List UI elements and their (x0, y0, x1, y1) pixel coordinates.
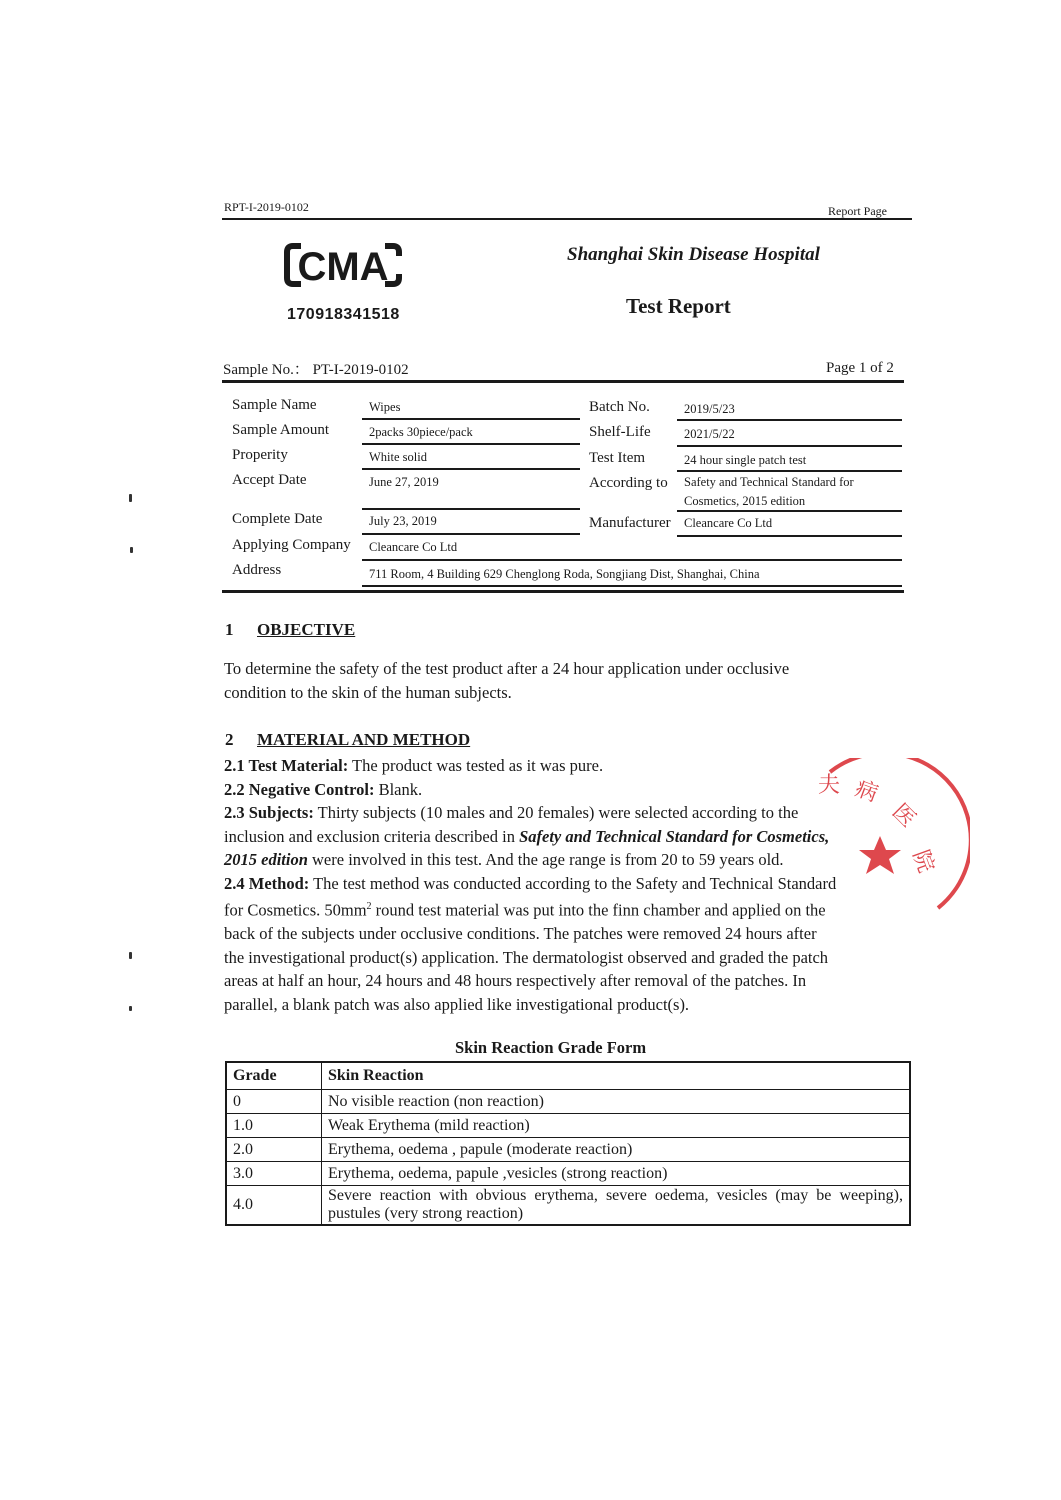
grade-cell: 2.0 (226, 1138, 322, 1162)
text: The product was tested as it was pure. (348, 756, 604, 775)
sample-number: Sample No.： PT-I-2019-0102 (223, 362, 409, 378)
table-row (226, 1186, 910, 1226)
underline (362, 585, 902, 587)
reaction-cell: Severe reaction with obvious erythema, severe oedema, vesicles (may be weeping), pustules (very strong reaction) (322, 1186, 911, 1226)
emphasis: 2015 edition (224, 850, 308, 869)
reaction-cell: Erythema, oedema, papule ,vesicles (strong reaction) (322, 1162, 911, 1186)
section-1-heading (225, 620, 355, 640)
section-title: MATERIAL AND METHOD (257, 730, 471, 749)
section-number: 1 (225, 620, 234, 639)
method-line-1 (224, 872, 906, 896)
seal-char: 夫 (818, 773, 841, 798)
batch-no-value: 2019/5/23 (684, 402, 735, 416)
according-to-value-line2: Cosmetics, 2015 edition (684, 494, 806, 508)
underline (677, 535, 902, 537)
text: for Cosmetics. 50mm (224, 900, 367, 920)
grade-cell: 1.0 (226, 1114, 322, 1138)
sample-name-label: Sample Name (232, 397, 317, 413)
method-line-4: the investigational product(s) application. The dermatologist observed and graded the patch (224, 947, 829, 967)
info-top-rule (222, 380, 904, 383)
underline (362, 508, 580, 510)
applying-company-value: Cleancare Co Ltd (369, 540, 458, 554)
header-rule (222, 218, 912, 220)
method-line-6: parallel, a blank patch was also applied like investigational product(s). (224, 994, 690, 1014)
test-material-line (224, 754, 906, 778)
text: Thirty subjects (10 males and 20 females) were selected according to the (313, 803, 799, 822)
seal-char: 院 (907, 846, 939, 877)
underline (362, 443, 580, 445)
text: were involved in this test. And the age range is from 20 to 59 years old. (307, 850, 784, 869)
bold-label: 2.3 Subjects: (224, 803, 314, 822)
underline (677, 419, 902, 421)
cma-logo (283, 240, 403, 290)
hospital-seal-stamp (810, 758, 970, 923)
emphasis: Safety and Technical Standard for Cosmetics, (519, 826, 830, 846)
superscript: 2 (366, 901, 372, 912)
text-line: condition to the skin of the human subjects. (224, 682, 512, 702)
sample-name-value: Wipes (369, 400, 401, 414)
table-header-row (226, 1062, 910, 1090)
batch-no-label: Batch No. (589, 399, 650, 415)
scan-speck (129, 1006, 132, 1011)
seal-char: 病 (851, 776, 882, 808)
table-row (226, 1162, 910, 1186)
negative-control-line (224, 778, 906, 802)
cma-number: 170918341518 (287, 306, 400, 323)
table-row (226, 1138, 910, 1162)
info-bottom-rule (222, 590, 904, 593)
scan-speck (129, 494, 132, 502)
grade-cell: 3.0 (226, 1162, 322, 1186)
report-page-label: Report Page (828, 204, 887, 218)
shelf-life-label: Shelf-Life (589, 424, 651, 440)
grade-cell: 4.0 (226, 1186, 322, 1226)
scan-speck (130, 547, 133, 553)
text: inclusion and exclusion criteria described in (224, 826, 520, 846)
cma-logo-text: CMA (297, 245, 389, 289)
text-line: To determine the safety of the test product after a 24 hour application under occlusive (224, 659, 790, 678)
grade-form-title: Skin Reaction Grade Form (455, 1038, 647, 1057)
sample-amount-value: 2packs 30piece/pack (369, 425, 473, 439)
property-label: Properity (232, 447, 288, 463)
underline (677, 445, 902, 447)
table-row (226, 1114, 910, 1138)
bold-label: 2.4 Method: (224, 873, 310, 893)
method-line-2 (224, 895, 906, 922)
table-row (226, 1090, 910, 1114)
text: Blank. (374, 779, 423, 799)
test-item-label: Test Item (589, 450, 646, 466)
sample-amount-label: Sample Amount (232, 422, 330, 438)
bold-label: 2.2 Negative Control: (224, 779, 375, 799)
underline (677, 470, 902, 472)
subjects-line-2 (224, 825, 906, 849)
accept-date-value: June 27, 2019 (369, 475, 439, 489)
reaction-cell: Weak Erythema (mild reaction) (322, 1114, 911, 1138)
objective-paragraph (224, 657, 904, 704)
column-header: Skin Reaction (322, 1062, 911, 1090)
address-value: 711 Room, 4 Building 629 Chenglong Roda, Songjiang Dist, Shanghai, China (369, 567, 760, 581)
page-indicator: Page 1 of 2 (826, 360, 894, 376)
reaction-cell: No visible reaction (non reaction) (322, 1090, 911, 1114)
underline (362, 533, 580, 535)
complete-date-value: July 23, 2019 (369, 514, 437, 528)
manufacturer-value: Cleancare Co Ltd (684, 516, 773, 530)
section-2-heading (225, 730, 470, 750)
seal-char: 医 (887, 799, 921, 833)
reaction-cell: Erythema, oedema , papule (moderate reaction) (322, 1138, 911, 1162)
section-number: 2 (225, 730, 234, 749)
property-value: White solid (369, 450, 427, 464)
shelf-life-value: 2021/5/22 (684, 427, 735, 441)
bold-label: 2.1 Test Material: (224, 756, 349, 775)
underline (677, 510, 902, 512)
manufacturer-label: Manufacturer (589, 515, 671, 531)
underline (362, 559, 902, 561)
scan-speck (129, 952, 132, 959)
method-line-5: areas at half an hour, 24 hours and 48 hours respectively after removal of the patches. In (224, 971, 807, 990)
grade-cell: 0 (226, 1090, 322, 1114)
column-header: Grade (226, 1062, 322, 1090)
according-to-label: According to (589, 475, 668, 491)
report-id: RPT-I-2019-0102 (224, 200, 309, 214)
hospital-name: Shanghai Skin Disease Hospital (567, 244, 820, 265)
test-item-value: 24 hour single patch test (684, 453, 807, 467)
method-line-3: back of the subjects under occlusive conditions. The patches were removed 24 hours after (224, 924, 817, 943)
text: The test method was conducted according to the Safety and Technical Standard (309, 873, 837, 893)
text: round test material was put into the finn chamber and applied on the (371, 900, 826, 920)
section-title: OBJECTIVE (257, 620, 356, 639)
underline (362, 468, 580, 470)
complete-date-label: Complete Date (232, 511, 323, 527)
address-label: Address (232, 562, 282, 578)
accept-date-label: Accept Date (232, 472, 307, 488)
according-to-value-line1: Safety and Technical Standard for (684, 475, 854, 489)
subjects-line-1 (224, 801, 906, 825)
underline (362, 418, 580, 420)
report-title: Test Report (626, 294, 731, 318)
applying-company-label: Applying Company (232, 537, 351, 553)
skin-reaction-grade-table (225, 1061, 911, 1226)
subjects-line-3 (224, 848, 906, 872)
material-method-body (224, 754, 906, 1016)
